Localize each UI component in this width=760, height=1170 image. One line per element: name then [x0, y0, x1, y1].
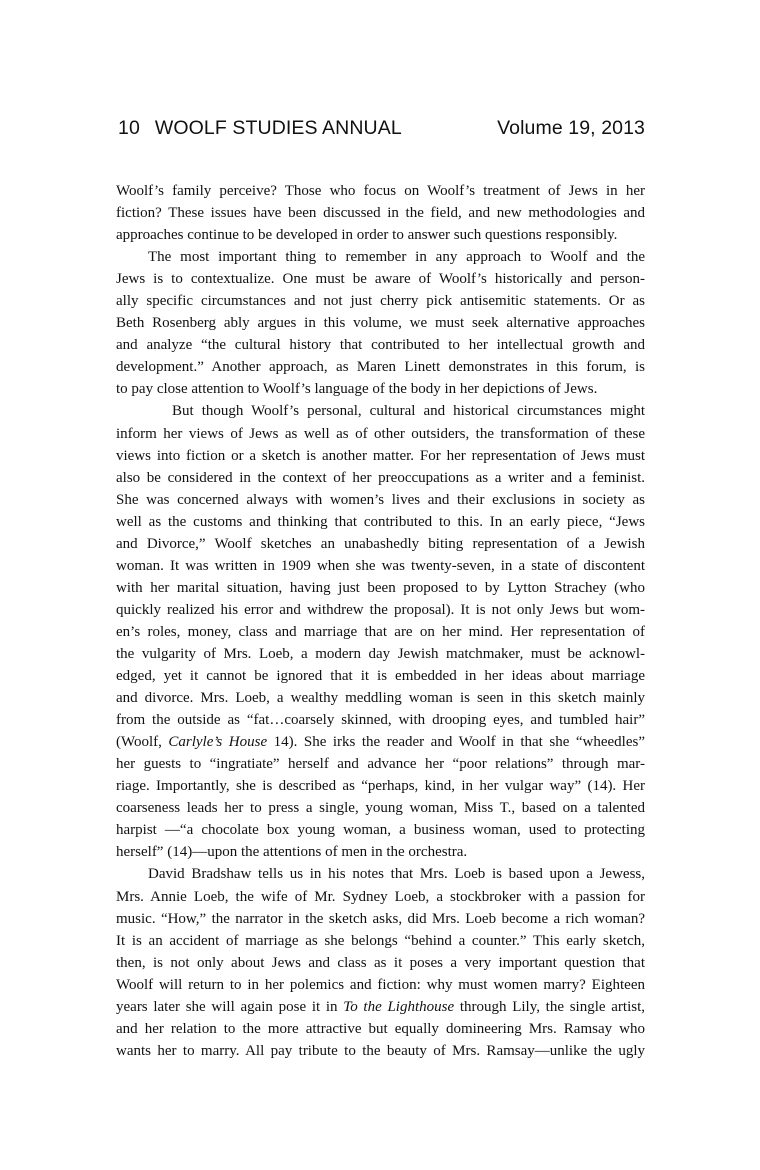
text-line: music. “How,” the narrator in the sketch asks, did Mrs. Loeb become a rich woman?	[116, 910, 645, 927]
text-line: development.” Another approach, as Maren Linett demonstrates in this forum, is	[116, 359, 645, 376]
text-line: herself” (14)—upon the attentions of men in the orchestra.	[116, 844, 468, 861]
text-line: the vulgarity of Mrs. Loeb, a modern day Jewish matchmaker, must be acknowl-	[116, 645, 645, 662]
text-line: her guests to “ingratiate” herself and advance her “poor relations” through mar-	[116, 756, 645, 773]
text-line: also be considered in the context of her preoccupations as a writer and a feminist.	[116, 469, 645, 486]
page-number: 10	[118, 117, 140, 139]
text-line: The most important thing to remember in any approach to Woolf and the	[148, 249, 645, 266]
text-line: harpist —“a chocolate box young woman, a business woman, used to protecting	[116, 822, 645, 839]
text-segment: through Lily, the single artist,	[454, 998, 645, 1015]
text-line: David Bradshaw tells us in his notes that Mrs. Loeb is based upon a Jewess,	[148, 866, 645, 883]
text-line: approaches continue to be developed in order to answer such questions responsibly.	[116, 227, 618, 244]
header-left	[118, 117, 402, 140]
text-line: views into fiction or a sketch is another matter. For her representation of Jews must	[116, 447, 645, 464]
text-line: well as the customs and thinking that contributed to this. In an early piece, “Jews	[116, 513, 645, 530]
text-line: Woolf’s family perceive? Those who focus on Woolf’s treatment of Jews in her	[116, 183, 645, 199]
running-header	[118, 117, 645, 147]
text-line: But though Woolf’s personal, cultural and historical circumstances might	[172, 403, 645, 420]
text-segment: years later she will again pose it in	[116, 998, 344, 1015]
text-line: with her marital situation, having just been proposed to by Lytton Strachey (who	[116, 579, 645, 596]
text-line: quickly realized his error and withdrew the proposal). It is not only Jews but wom-	[116, 601, 645, 618]
text-line: Woolf will return to in her polemics and fiction: why must women marry? Eighteen	[116, 976, 645, 993]
paragraph	[116, 400, 645, 863]
text-line: ally specific circumstances and not just cherry pick antisemitic statements. Or as	[116, 293, 645, 310]
text-line: from the outside as “fat…coarsely skinned, with drooping eyes, and tumbled hair”	[116, 712, 645, 729]
text-line: coarseness leads her to press a single, young woman, Miss T., based on a talented	[116, 800, 645, 817]
text-line: fiction? These issues have been discussed in the field, and new methodologies and	[116, 205, 645, 222]
italic-title: Carlyle’s House	[168, 734, 268, 751]
text-line: and analyze “the cultural history that contributed to her intellectual growth and	[116, 337, 645, 354]
italic-title: To the Lighthouse	[343, 998, 455, 1015]
text-line: en’s roles, money, class and marriage that are on her mind. Her representation of	[116, 623, 645, 640]
body-text	[116, 180, 645, 1062]
text-line: and her relation to the more attractive but equally domineering Mrs. Ramsay who	[116, 1020, 645, 1037]
journal-title: WOOLF STUDIES ANNUAL	[154, 117, 402, 139]
volume-info: Volume 19, 2013	[497, 117, 645, 139]
text-line: edged, yet it cannot be ignored that it is embedded in her ideas about marriage	[116, 668, 645, 685]
text-line: and Divorce,” Woolf sketches an unabashedly biting representation of a Jewish	[116, 535, 645, 552]
text-line: to pay close attention to Woolf’s language of the body in her depictions of Jews.	[116, 381, 598, 398]
text-line: and divorce. Mrs. Loeb, a wealthy meddling woman is seen in this sketch mainly	[116, 690, 645, 707]
text-line: wants her to marry. All pay tribute to the beauty of Mrs. Ramsay—unlike the ugly	[116, 1042, 645, 1059]
text-line: riage. Importantly, she is described as “perhaps, kind, in her vulgar way” (14). Her	[116, 778, 645, 795]
text-segment: 14). She irks the reader and Woolf in that she “wheedles”	[267, 734, 645, 751]
text-line	[116, 731, 645, 753]
paragraph	[116, 863, 645, 1061]
text-line: Mrs. Annie Loeb, the wife of Mr. Sydney Loeb, a stockbroker with a passion for	[116, 888, 645, 905]
text-line: She was concerned always with women’s lives and their exclusions in society as	[116, 491, 645, 508]
text-line: Jews is to contextualize. One must be aware of Woolf’s historically and person-	[116, 271, 645, 288]
paragraph	[116, 180, 645, 246]
text-line	[116, 996, 645, 1018]
text-segment: (Woolf,	[116, 734, 169, 751]
paragraph	[116, 246, 645, 400]
text-line: woman. It was written in 1909 when she was twenty-seven, in a state of discontent	[116, 557, 645, 574]
text-line: Beth Rosenberg ably argues in this volume, we must seek alternative approaches	[116, 315, 645, 332]
text-line: It is an accident of marriage as she belongs “behind a counter.” This early sketch,	[116, 932, 645, 949]
text-line: inform her views of Jews as well as of other outsiders, the transformation of these	[116, 425, 645, 442]
text-line: then, is not only about Jews and class as it poses a very important question that	[116, 954, 645, 971]
